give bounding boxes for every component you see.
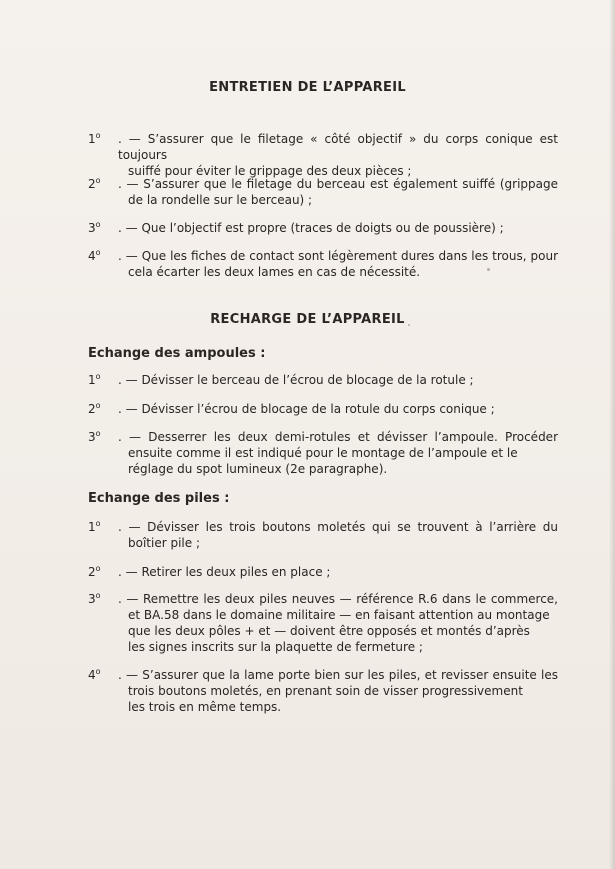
item-text-continued: suiffé pour éviter le grippage des deux pièces ;	[128, 164, 412, 178]
item-text: . — Que l’objectif est propre (traces de doigts ou de poussière) ;	[118, 221, 504, 235]
list-item	[88, 220, 558, 236]
list-item	[88, 564, 558, 580]
list-item	[88, 667, 558, 715]
item-number: 3$^o$	[88, 220, 101, 235]
item-number: 3$^o$	[88, 591, 101, 606]
item-text-continued: trois boutons moletés, en prenant soin de visser progressivement	[128, 684, 523, 698]
item-text-continued: les trois en même temps.	[128, 700, 282, 714]
subsection-title-piles: Echange des piles :	[88, 491, 230, 506]
list-item	[88, 591, 558, 655]
item-text: . — Dévisser le berceau de l’écrou de blocage de la rotule ;	[118, 373, 474, 387]
item-text-continued: les signes inscrits sur la plaquette de fermeture ;	[128, 640, 423, 654]
item-text-continued: réglage du spot lumineux (2e paragraphe).	[128, 462, 388, 476]
item-text: . — Que les fiches de contact sont légèrement dures dans les trous, pour	[118, 249, 558, 263]
item-text: . — S’assurer que le filetage « côté objectif » du corps conique est toujours	[118, 132, 558, 162]
item-number: 1$^o$	[88, 519, 101, 534]
list-item	[88, 176, 558, 208]
item-text: . — Dévisser l’écrou de blocage de la rotule du corps conique ;	[118, 402, 495, 416]
item-text: . — S’assurer que le filetage du berceau est également suiffé (grippage	[118, 177, 558, 191]
section-title-recharge: RECHARGE DE L’APPAREIL	[210, 312, 405, 327]
paper-speck	[487, 268, 490, 271]
list-item	[88, 372, 558, 388]
item-number: 3$^o$	[88, 429, 101, 444]
item-text-continued: de la rondelle sur le berceau) ;	[128, 193, 313, 207]
list-item	[88, 248, 558, 280]
list-item	[88, 131, 558, 179]
item-text: . — Remettre les deux piles neuves — référence R.6 dans le commerce,	[118, 592, 558, 606]
paper-speck	[408, 324, 410, 326]
item-number: 1$^o$	[88, 131, 101, 146]
item-number: 2$^o$	[88, 564, 101, 579]
item-text-continued: cela écarter les deux lames en cas de nécessité.	[128, 265, 421, 279]
item-number: 2$^o$	[88, 176, 101, 191]
subsection-title-ampoules: Echange des ampoules :	[88, 346, 266, 361]
item-text: . — Desserrer les deux demi-rotules et dévisser l’ampoule. Procéder	[118, 430, 558, 444]
item-number: 1$^o$	[88, 372, 101, 387]
list-item	[88, 519, 558, 551]
item-text: . — Retirer les deux piles en place ;	[118, 565, 331, 579]
item-text-continued: que les deux pôles + et — doivent être opposés et montés d’après	[128, 624, 530, 638]
item-text-continued: boîtier pile ;	[128, 536, 200, 550]
item-number: 4$^o$	[88, 667, 101, 682]
item-text-continued: ensuite comme il est indiqué pour le montage de l’ampoule et le	[128, 446, 518, 460]
item-text: . — S’assurer que la lame porte bien sur les piles, et revisser ensuite les	[118, 668, 558, 682]
item-number: 2$^o$	[88, 401, 101, 416]
list-item	[88, 429, 558, 477]
item-text-continued: et BA.58 dans le domaine militaire — en faisant attention au montage	[128, 608, 550, 622]
item-text: . — Dévisser les trois boutons moletés qui se trouvent à l’arrière du	[118, 520, 558, 534]
item-number: 4$^o$	[88, 248, 101, 263]
section-title-entretien: ENTRETIEN DE L’APPAREIL	[209, 80, 406, 95]
list-item	[88, 401, 558, 417]
